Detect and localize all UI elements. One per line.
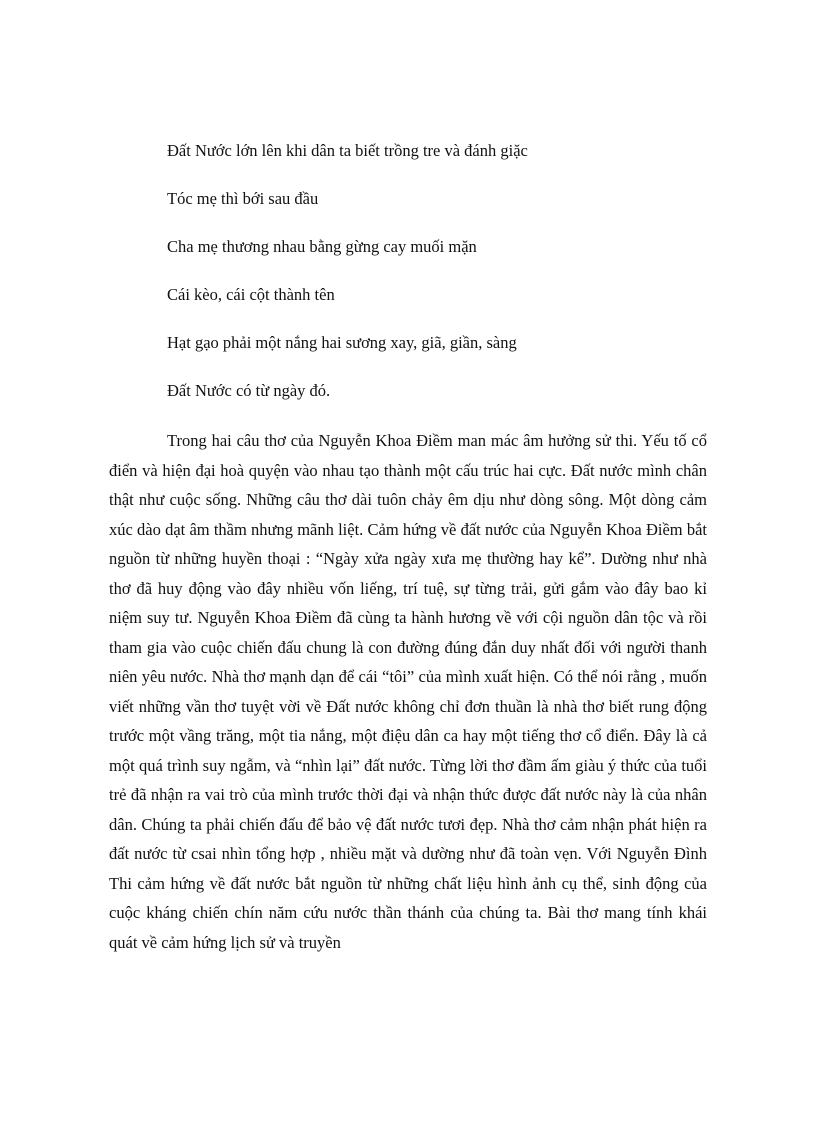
body-paragraph: Trong hai câu thơ của Nguyễn Khoa Điềm man mác âm hưởng sử thi. Yếu tố cổ điển và hiện đại hoà quyện vào nhau tạo thành một cấu trúc hai cực. Đất nước mình chân thật như cuộc sống. Những câu thơ dài tuôn chảy êm dịu như dòng sông. Một dòng cảm xúc dào dạt âm thầm nhưng mãnh liệt. Cảm hứng về đất nước của Nguyễn Khoa Điềm bắt nguồn từ những huyền thoại : “Ngày xửa ngày xưa mẹ thường hay kể”. Dường như nhà thơ đã huy động vào đây nhiều vốn liếng, trí tuệ, sự từng trải, gửi gắm vào đây bao kỉ niệm suy tư. Nguyễn Khoa Điềm đã cùng ta hành hương về với cội nguồn dân tộc và rồi tham gia vào cuộc chiến đấu chung là con đường đúng đắn duy nhất đối với người thanh niên yêu nước. Nhà thơ mạnh dạn để cái “tôi” của mình xuất hiện. Có thể nói rằng , muốn viết những vần thơ tuyệt vời về Đất nước không chỉ đơn thuần là nhà thơ biết rung động trước một vầng trăng, một tia nắng, một điệu dân ca hay một tiếng thơ cổ điển. Đây là cả một quá trình suy ngẫm, và “nhìn lại” đất nước. Từng lời thơ đầm ấm giàu ý thức của tuổi trẻ đã nhận ra vai trò của mình trước thời đại và nhận thức được đất nước này là của nhân dân. Chúng ta phải chiến đấu để bảo vệ đất nước tươi đẹp. Nhà thơ cảm nhận phát hiện ra đất nước từ csai nhìn tổng hợp , nhiều mặt và dường như đã toàn vẹn. Với Nguyễn Đình Thi cảm hứng về đất nước bắt nguồn từ những chất liệu hình ảnh cụ thể, sinh động của cuộc kháng chiến chín năm cứu nước thần thánh của chúng ta. Bài thơ mang tính khái quát về cảm hứng lịch sử và truyền	[109, 431, 707, 952]
poem-excerpt	[167, 139, 727, 427]
poem-line: Cha mẹ thương nhau bằng gừng cay muối mặn	[167, 237, 477, 256]
poem-line: Đất Nước lớn lên khi dân ta biết trồng tre và đánh giặc	[167, 141, 528, 160]
poem-line: Tóc mẹ thì bới sau đầu	[167, 189, 319, 208]
poem-line: Cái kèo, cái cột thành tên	[167, 285, 335, 304]
poem-line: Đất Nước có từ ngày đó.	[167, 381, 331, 400]
poem-line: Hạt gạo phải một nắng hai sương xay, giã, giần, sàng	[167, 333, 517, 352]
